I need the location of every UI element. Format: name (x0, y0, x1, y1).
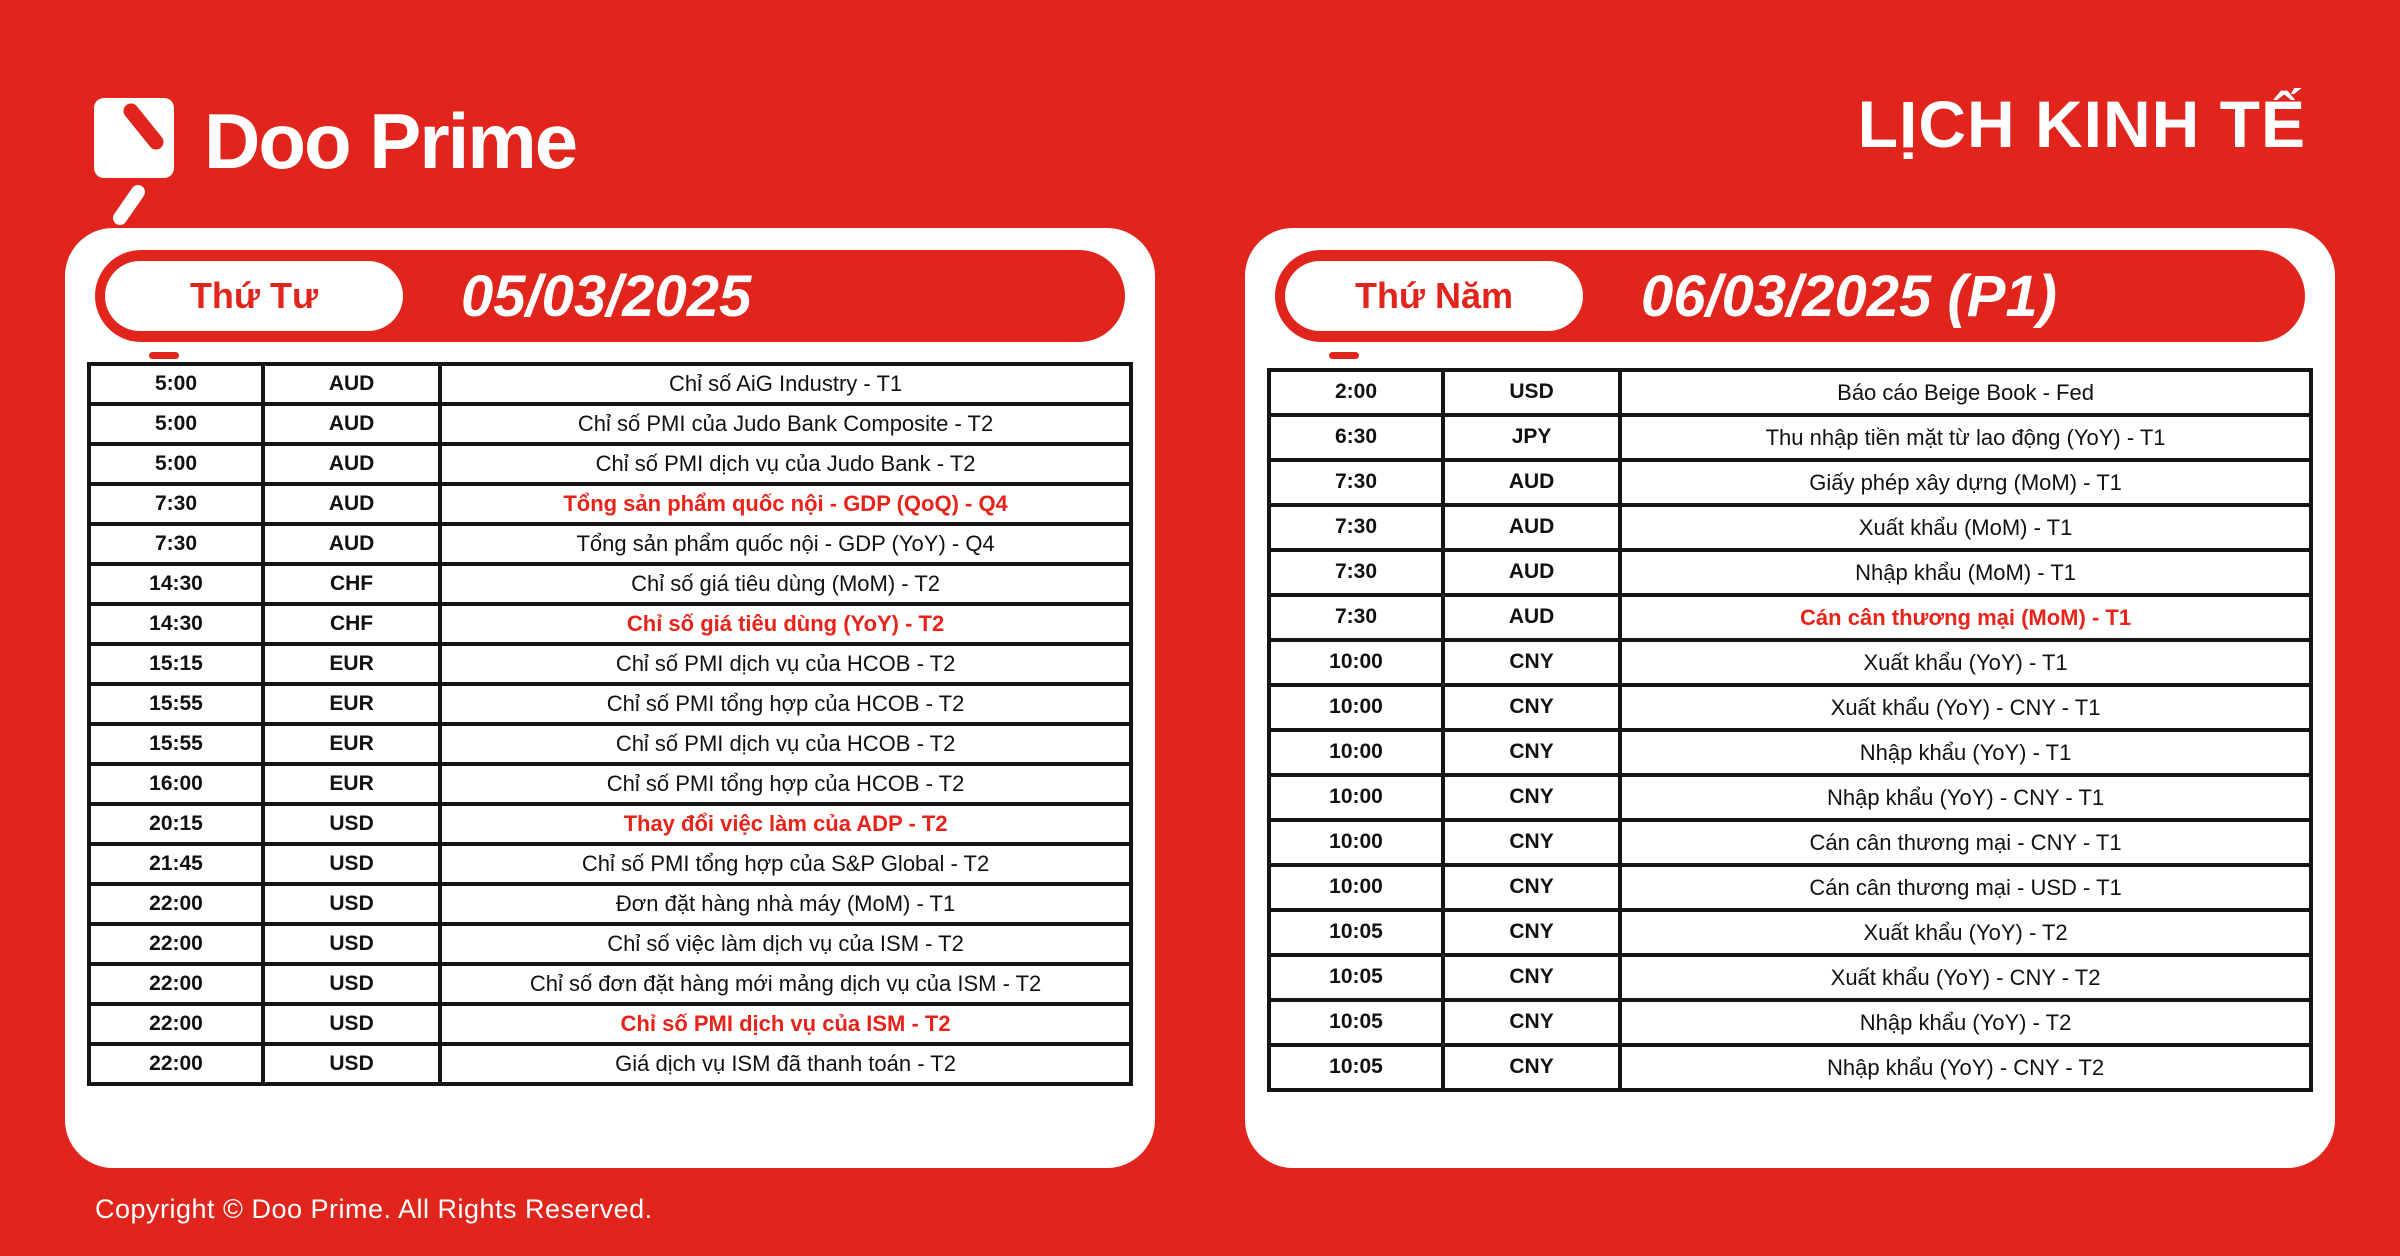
time-cell: 10:00 (1269, 865, 1443, 910)
time-cell: 15:55 (89, 684, 263, 724)
currency-cell: USD (263, 924, 440, 964)
event-row (89, 804, 1131, 844)
event-table-body (1269, 370, 2311, 1090)
event-row (1269, 505, 2311, 550)
time-cell: 21:45 (89, 844, 263, 884)
time-cell: 10:05 (1269, 1000, 1443, 1045)
currency-cell: EUR (263, 724, 440, 764)
time-cell: 22:00 (89, 884, 263, 924)
event-cell: Nhập khẩu (MoM) - T1 (1620, 550, 2311, 595)
time-cell: 7:30 (1269, 505, 1443, 550)
time-cell: 10:00 (1269, 775, 1443, 820)
event-cell: Báo cáo Beige Book - Fed (1620, 370, 2311, 415)
event-row (89, 484, 1131, 524)
day-badge: Thứ Năm (1285, 261, 1583, 331)
currency-cell: USD (263, 1004, 440, 1044)
event-row (89, 964, 1131, 1004)
time-cell: 7:30 (89, 484, 263, 524)
event-cell: Chỉ số PMI tổng hợp của HCOB - T2 (440, 684, 1131, 724)
time-cell: 6:30 (1269, 415, 1443, 460)
event-cell: Chỉ số đơn đặt hàng mới mảng dịch vụ của ISM - T2 (440, 964, 1131, 1004)
currency-cell: USD (263, 964, 440, 1004)
time-cell: 14:30 (89, 564, 263, 604)
currency-cell: JPY (1443, 415, 1620, 460)
currency-cell: EUR (263, 764, 440, 804)
time-cell: 22:00 (89, 1044, 263, 1084)
currency-cell: CNY (1443, 820, 1620, 865)
currency-cell: EUR (263, 684, 440, 724)
time-cell: 2:00 (1269, 370, 1443, 415)
event-cell: Nhập khẩu (YoY) - CNY - T1 (1620, 775, 2311, 820)
time-cell: 20:15 (89, 804, 263, 844)
time-cell: 10:05 (1269, 955, 1443, 1000)
event-table-thursday (1267, 368, 2313, 1092)
currency-cell: CNY (1443, 865, 1620, 910)
currency-cell: CNY (1443, 640, 1620, 685)
event-cell: Cán cân thương mại - CNY - T1 (1620, 820, 2311, 865)
event-cell: Đơn đặt hàng nhà máy (MoM) - T1 (440, 884, 1131, 924)
time-cell: 7:30 (89, 524, 263, 564)
event-table-wednesday (87, 362, 1133, 1086)
time-cell: 15:15 (89, 644, 263, 684)
event-cell: Xuất khẩu (YoY) - CNY - T2 (1620, 955, 2311, 1000)
currency-cell: CNY (1443, 775, 1620, 820)
accent-dash (149, 352, 179, 359)
time-cell: 10:00 (1269, 685, 1443, 730)
event-cell: Chỉ số PMI dịch vụ của Judo Bank - T2 (440, 444, 1131, 484)
time-cell: 10:05 (1269, 1045, 1443, 1090)
event-row (89, 644, 1131, 684)
event-row (89, 364, 1131, 404)
event-row (1269, 685, 2311, 730)
event-cell: Giấy phép xây dựng (MoM) - T1 (1620, 460, 2311, 505)
event-cell: Chỉ số AiG Industry - T1 (440, 364, 1131, 404)
time-cell: 5:00 (89, 444, 263, 484)
page-title: LỊCH KINH TẾ (1857, 87, 2306, 161)
event-row (1269, 1000, 2311, 1045)
event-row (1269, 415, 2311, 460)
currency-cell: AUD (1443, 595, 1620, 640)
currency-cell: AUD (263, 404, 440, 444)
time-cell: 15:55 (89, 724, 263, 764)
calendar-panel-wednesday (65, 228, 1155, 1168)
currency-cell: AUD (263, 444, 440, 484)
time-cell: 7:30 (1269, 550, 1443, 595)
event-cell: Nhập khẩu (YoY) - CNY - T2 (1620, 1045, 2311, 1090)
event-cell: Xuất khẩu (YoY) - T1 (1620, 640, 2311, 685)
event-cell: Nhập khẩu (YoY) - T2 (1620, 1000, 2311, 1045)
event-cell: Chỉ số giá tiêu dùng (MoM) - T2 (440, 564, 1131, 604)
time-cell: 22:00 (89, 1004, 263, 1044)
time-cell: 22:00 (89, 924, 263, 964)
time-cell: 16:00 (89, 764, 263, 804)
event-cell: Chỉ số PMI dịch vụ của ISM - T2 (440, 1004, 1131, 1044)
time-cell: 10:00 (1269, 730, 1443, 775)
event-table-wrap (87, 362, 1133, 1086)
currency-cell: USD (1443, 370, 1620, 415)
event-row (89, 1004, 1131, 1044)
currency-cell: AUD (1443, 505, 1620, 550)
event-row (89, 764, 1131, 804)
time-cell: 10:00 (1269, 820, 1443, 865)
currency-cell: CNY (1443, 685, 1620, 730)
event-cell: Chỉ số PMI tổng hợp của HCOB - T2 (440, 764, 1131, 804)
event-row (1269, 955, 2311, 1000)
time-cell: 5:00 (89, 364, 263, 404)
currency-cell: AUD (1443, 550, 1620, 595)
event-row (1269, 370, 2311, 415)
event-row (1269, 595, 2311, 640)
event-row (1269, 640, 2311, 685)
event-row (89, 924, 1131, 964)
event-row (89, 564, 1131, 604)
event-cell: Xuất khẩu (MoM) - T1 (1620, 505, 2311, 550)
currency-cell: USD (263, 844, 440, 884)
panel-header-thursday (1275, 250, 2305, 342)
logo-wordmark: Doo Prime (204, 97, 577, 185)
currency-cell: CNY (1443, 1045, 1620, 1090)
time-cell: 7:30 (1269, 460, 1443, 505)
event-row (1269, 730, 2311, 775)
event-cell: Chỉ số việc làm dịch vụ của ISM - T2 (440, 924, 1131, 964)
currency-cell: CNY (1443, 910, 1620, 955)
event-row (89, 604, 1131, 644)
event-row (89, 404, 1131, 444)
currency-cell: CHF (263, 564, 440, 604)
time-cell: 10:00 (1269, 640, 1443, 685)
event-row (1269, 550, 2311, 595)
event-row (89, 884, 1131, 924)
date-label: 05/03/2025 (461, 263, 752, 329)
event-cell: Chỉ số PMI dịch vụ của HCOB - T2 (440, 644, 1131, 684)
event-cell: Cán cân thương mại (MoM) - T1 (1620, 595, 2311, 640)
event-row (89, 684, 1131, 724)
event-cell: Chỉ số giá tiêu dùng (YoY) - T2 (440, 604, 1131, 644)
event-table-body (89, 364, 1131, 1084)
currency-cell: AUD (263, 484, 440, 524)
event-row (89, 724, 1131, 764)
event-cell: Thu nhập tiền mặt từ lao động (YoY) - T1 (1620, 415, 2311, 460)
time-cell: 14:30 (89, 604, 263, 644)
currency-cell: USD (263, 804, 440, 844)
event-row (89, 844, 1131, 884)
calendar-panel-thursday (1245, 228, 2335, 1168)
currency-cell: AUD (263, 524, 440, 564)
event-row (1269, 775, 2311, 820)
date-label: 06/03/2025 (P1) (1641, 263, 2057, 329)
event-row (89, 1044, 1131, 1084)
event-row (1269, 910, 2311, 955)
event-cell: Xuất khẩu (YoY) - T2 (1620, 910, 2311, 955)
event-table-wrap (1267, 368, 2313, 1092)
time-cell: 10:05 (1269, 910, 1443, 955)
doo-prime-logo-icon (92, 96, 180, 226)
event-cell: Cán cân thương mại - USD - T1 (1620, 865, 2311, 910)
currency-cell: CHF (263, 604, 440, 644)
event-row (1269, 820, 2311, 865)
currency-cell: CNY (1443, 730, 1620, 775)
event-cell: Chỉ số PMI tổng hợp của S&P Global - T2 (440, 844, 1131, 884)
copyright-text: Copyright © Doo Prime. All Rights Reserved. (95, 1194, 653, 1224)
accent-dash (1329, 352, 1359, 359)
currency-cell: CNY (1443, 1000, 1620, 1045)
event-cell: Tổng sản phẩm quốc nội - GDP (YoY) - Q4 (440, 524, 1131, 564)
doo-prime-logo (92, 96, 576, 226)
time-cell: 22:00 (89, 964, 263, 1004)
currency-cell: AUD (1443, 460, 1620, 505)
time-cell: 7:30 (1269, 595, 1443, 640)
event-cell: Xuất khẩu (YoY) - CNY - T1 (1620, 685, 2311, 730)
event-row (89, 444, 1131, 484)
panel-header-wednesday (95, 250, 1125, 342)
currency-cell: EUR (263, 644, 440, 684)
event-cell: Chỉ số PMI của Judo Bank Composite - T2 (440, 404, 1131, 444)
event-cell: Tổng sản phẩm quốc nội - GDP (QoQ) - Q4 (440, 484, 1131, 524)
currency-cell: AUD (263, 364, 440, 404)
day-badge: Thứ Tư (105, 261, 403, 331)
event-row (1269, 460, 2311, 505)
currency-cell: CNY (1443, 955, 1620, 1000)
event-cell: Chỉ số PMI dịch vụ của HCOB - T2 (440, 724, 1131, 764)
event-cell: Thay đổi việc làm của ADP - T2 (440, 804, 1131, 844)
time-cell: 5:00 (89, 404, 263, 444)
event-cell: Nhập khẩu (YoY) - T1 (1620, 730, 2311, 775)
currency-cell: USD (263, 1044, 440, 1084)
currency-cell: USD (263, 884, 440, 924)
event-row (1269, 865, 2311, 910)
event-row (89, 524, 1131, 564)
event-row (1269, 1045, 2311, 1090)
event-cell: Giá dịch vụ ISM đã thanh toán - T2 (440, 1044, 1131, 1084)
